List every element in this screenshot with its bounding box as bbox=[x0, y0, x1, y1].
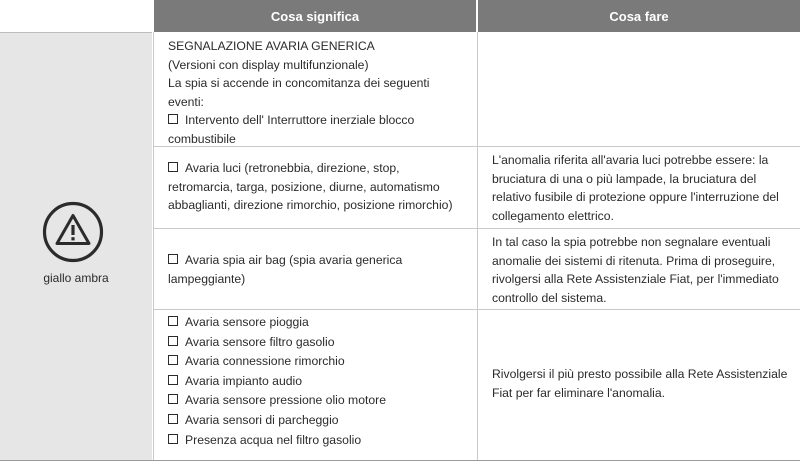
list-item-continuation: abbaglianti, direzione rimorchio, posizione rimorchio) bbox=[168, 198, 453, 213]
checkbox-square-icon bbox=[168, 316, 178, 326]
header-blank-cell bbox=[0, 0, 152, 32]
action-line: collegamento elettrico. bbox=[492, 208, 614, 223]
checkbox-square-icon bbox=[168, 434, 178, 444]
action-line: Fiat per far eliminare l'anomalia. bbox=[492, 385, 666, 400]
action-line: anomalie dei sistemi di ritenuta. Prima di proseguire, bbox=[492, 253, 776, 268]
row-4-meaning bbox=[168, 313, 468, 450]
checkbox-square-icon bbox=[168, 254, 178, 264]
meaning-line: La spia si accende in concomitanza dei seguenti bbox=[168, 76, 430, 91]
list-item-continuation: retromarcia, targa, posizione, diurne, automatismo bbox=[168, 179, 440, 194]
action-line: bruciatura di una o più lampade, la bruciatura del bbox=[492, 171, 757, 186]
checkbox-square-icon bbox=[168, 336, 178, 346]
header-cosa-fare: Cosa fare bbox=[478, 0, 800, 32]
row-3-meaning bbox=[168, 251, 468, 288]
row-1-meaning bbox=[168, 37, 468, 149]
list-item: Avaria luci (retronebbia, direzione, stop, bbox=[168, 159, 468, 178]
list-item-continuation: combustibile bbox=[168, 131, 236, 146]
column-divider bbox=[153, 32, 154, 460]
light-color-label: giallo ambra bbox=[43, 271, 109, 285]
list-item: Intervento dell' Interruttore inerziale blocco bbox=[168, 111, 468, 130]
action-line: relativo fusibile di protezione oppure l'interruzione del bbox=[492, 190, 779, 205]
row-2-meaning bbox=[168, 159, 468, 215]
header-cosa-significa: Cosa significa bbox=[154, 0, 476, 32]
warning-light-cell bbox=[0, 32, 152, 461]
meaning-line: SEGNALAZIONE AVARIA GENERICA bbox=[168, 39, 375, 53]
checkbox-square-icon bbox=[168, 414, 178, 424]
table-bottom-border bbox=[0, 460, 800, 461]
row-divider bbox=[154, 228, 800, 229]
list-item-continuation: lampeggiante) bbox=[168, 271, 246, 286]
list-item: Avaria sensore filtro gasolio bbox=[168, 333, 468, 353]
checkbox-square-icon bbox=[168, 162, 178, 172]
row-3-action bbox=[492, 233, 792, 307]
list-item: Presenza acqua nel filtro gasolio bbox=[168, 431, 468, 451]
list-item: Avaria connessione rimorchio bbox=[168, 352, 468, 372]
list-item: Avaria sensori di parcheggio bbox=[168, 411, 468, 431]
action-line: controllo del sistema. bbox=[492, 290, 607, 305]
list-item: Avaria impianto audio bbox=[168, 372, 468, 392]
action-line: Rivolgersi il più presto possibile alla Rete Assistenziale bbox=[492, 367, 788, 381]
column-divider bbox=[477, 32, 478, 460]
row-2-action bbox=[492, 151, 792, 225]
warning-triangle-icon bbox=[42, 201, 104, 263]
meaning-line: (Versioni con display multifunzionale) bbox=[168, 57, 369, 72]
checkbox-square-icon bbox=[168, 114, 178, 124]
checkbox-square-icon bbox=[168, 355, 178, 365]
list-item: Avaria spia air bag (spia avaria generica bbox=[168, 251, 468, 270]
action-line: In tal caso la spia potrebbe non segnalare eventuali bbox=[492, 235, 771, 249]
checkbox-square-icon bbox=[168, 394, 178, 404]
action-line: L'anomalia riferita all'avaria luci potrebbe essere: la bbox=[492, 153, 769, 167]
action-line: rivolgersi alla Rete Assistenziale Fiat, per l'immediato bbox=[492, 272, 779, 287]
row-4-action bbox=[492, 365, 792, 402]
list-item: Avaria sensore pioggia bbox=[168, 313, 468, 333]
row-divider bbox=[154, 309, 800, 310]
checkbox-square-icon bbox=[168, 375, 178, 385]
list-item: Avaria sensore pressione olio motore bbox=[168, 391, 468, 411]
meaning-line: eventi: bbox=[168, 94, 204, 109]
